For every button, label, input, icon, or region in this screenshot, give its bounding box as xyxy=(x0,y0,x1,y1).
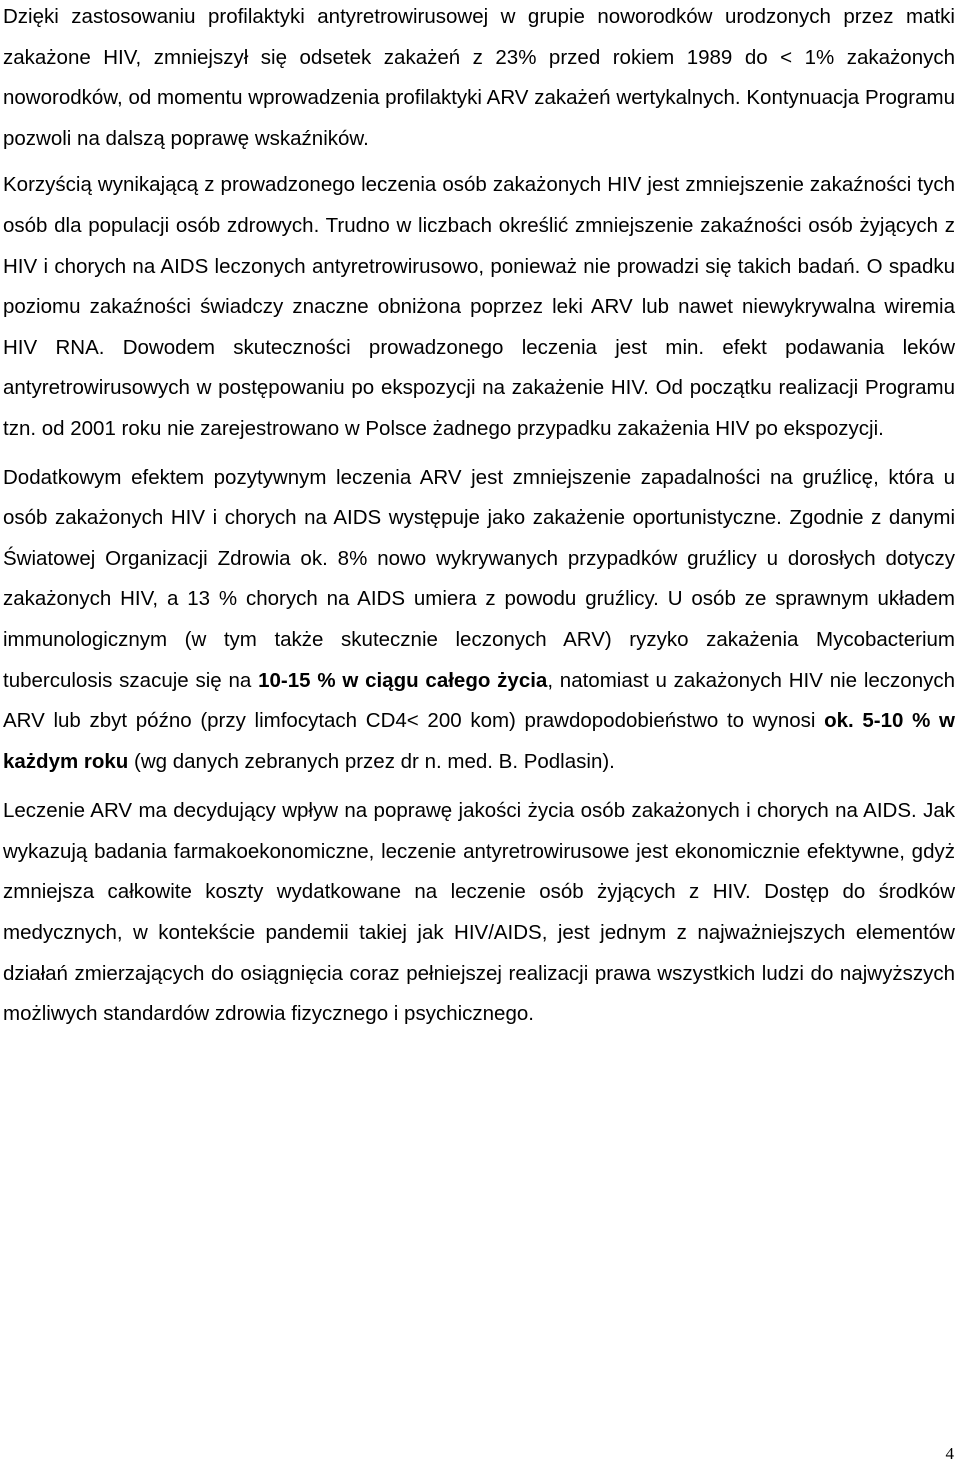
paragraph-text-segment: (wg danych zebranych przez dr n. med. B. Podlasin). xyxy=(128,749,615,773)
paragraph-tuberculosis xyxy=(3,458,955,783)
paragraph-quality-of-life: Leczenie ARV ma decydujący wpływ na poprawę jakości życia osób zakażonych i chorych na AIDS. Jak wykazują badania farmakoekonomiczne, leczenie antyretrowirusowe jest ekonomicznie efektywne, gdyż zmniejsza całkowite koszty wydatkowane na leczenie osób żyjących z HIV. Dostęp do środków medycznych, w kontekście pandemii takiej jak HIV/AIDS, jest jednym z najważniejszych elementów działań zmierzających do osiągnięcia coraz pełniejszej realizacji prawa wszystkich ludzi do najwyższych możliwych standardów zdrowia fizycznego i psychicznego. xyxy=(3,799,955,1026)
page-number: 4 xyxy=(945,1444,954,1463)
paragraph-text-segment: Dodatkowym efektem pozytywnym leczenia ARV jest zmniejszenie zapadalności na gruźlicę, która u osób zakażonych HIV i chorych na AIDS występuje jako zakażenie oportunistyczne. Zgodnie z danymi Światowej Organizacji Zdrowia ok. 8% nowo wykrywanych przypadków gruźlicy u dorosłych dotyczy zakażonych HIV, a 13 % chorych na AIDS umiera z powodu gruźlicy. U osób ze sprawnym układem immunologicznym (w tym także skutecznie leczonych ARV) ryzyko zakażenia Mycobacterium tuberculosis szacuje się na xyxy=(3,465,955,692)
paragraph-prophylaxis-newborns: Dzięki zastosowaniu profilaktyki antyretrowirusowej w grupie noworodków urodzonych przez matki zakażone HIV, zmniejszył się odsetek zakażeń z 23% przed rokiem 1989 do < 1% zakażonych noworodków, od momentu wprowadzenia profilaktyki ARV zakażeń wertykalnych. Kontynuacja Programu pozwoli na dalszą poprawę wskaźników. xyxy=(3,5,955,150)
bold-risk-lifetime: 10-15 % w ciągu całego życia xyxy=(258,668,548,692)
paragraph-text-segment: , natomiast u zakażonych HIV nie leczonych ARV lub zbyt późno (przy limfocytach CD4< 200 kom) prawdopodobieństwo to wynosi xyxy=(3,668,956,733)
paragraph-reduced-infectivity: Korzyścią wynikającą z prowadzonego leczenia osób zakażonych HIV jest zmniejszenie zakaźności tych osób dla populacji osób zdrowych. Trudno w liczbach określić zmniejszenie zakaźności osób żyjących z HIV i chorych na AIDS leczonych antyretrowirusowo, ponieważ nie prowadzi się takich badań. O spadku poziomu zakaźności świadczy znaczne obniżona poprzez leki ARV lub nawet niewykrywalna wiremia HIV RNA. Dowodem skuteczności prowadzonego leczenia jest min. efekt podawania leków antyretrowirusowych w postępowaniu po ekspozycji na zakażenie HIV. Od początku realizacji Programu tzn. od 2001 roku nie zarejestrowano w Polsce żadnego przypadku zakażenia HIV po ekspozycji. xyxy=(3,173,955,440)
bold-risk-yearly: ok. 5-10 % w każdym roku xyxy=(3,709,955,773)
document-page xyxy=(3,0,955,1035)
